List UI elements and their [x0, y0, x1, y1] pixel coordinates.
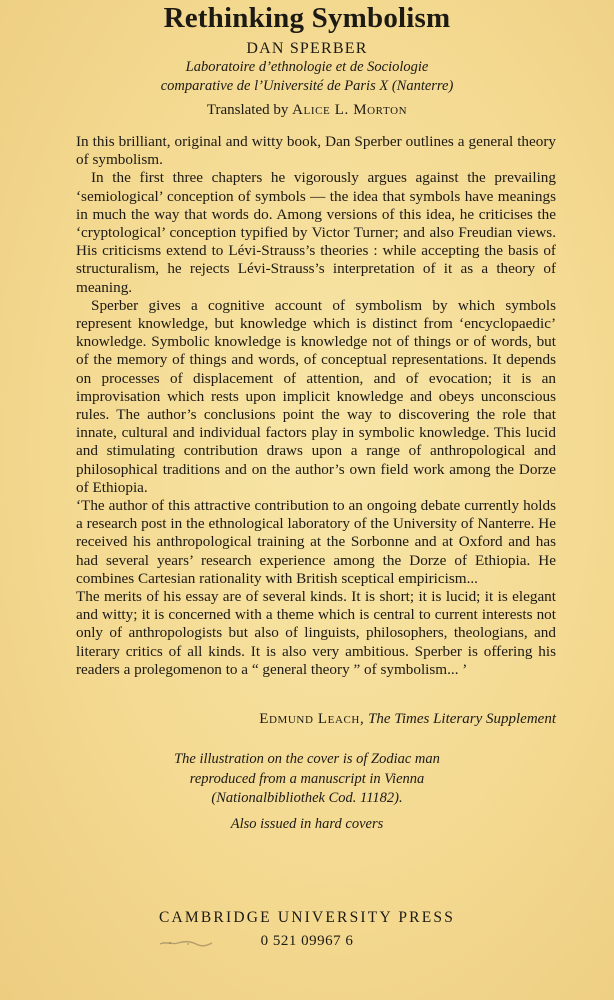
review-quote-part-2: The merits of his essay are of several kinds. It is short; it is lucid; it is elegant and witty; it is concerned with a theme which is central to current interests not only of anthropologists but also of linguists, philosophers, theologians, and literary critics of all kinds. It is also very ambitious. Sperber is offering his readers a prolegomenon to a “ general theory ” of symbolism... ’ — [76, 588, 556, 678]
illustration-note-line-2: reproduced from a manuscript in Vienna — [189, 770, 425, 787]
author-affiliation — [0, 58, 614, 96]
blurb-paragraph-3: Sperber gives a cognitive account of symbolism by which symbols represent knowledge, but knowledge which is distinct from ‘encyclopaedic’ knowledge. Symbolic knowledge is knowledge not of things or of words, but of the memory of things and words, of conceptual representations. It depends on processes of displacement of attention, and of evocation; it is an improvisation which rests upon implicit knowledge and obeys unconscious rules. The author’s conclusions point the way to discovering the role that innate, cultural and individual factors play in symbolic knowledge. This lucid and stimulating contribution draws upon a range of anthropological and philosophical traditions and on the author’s own field work among the Dorze of Ethiopia. — [76, 296, 556, 496]
publisher-name: CAMBRIDGE UNIVERSITY PRESS — [158, 909, 456, 926]
translated-by-label: Translated by — [206, 102, 289, 118]
blurb-paragraph-2: In the first three chapters he vigorously argues against the prevailing ‘semiological’ conception of symbols — the idea that symbols have meanings in much the way that words do. Among versions of this idea, he criticises the ‘cryptological’ conception typified by Victor Turner; and also Freudian views. His criticisms extend to Lévi-Strauss’s theories : while accepting the basis of structuralism, he rejects Lévi-Strauss’s interpretation of it as a theory of meaning. — [76, 169, 556, 296]
affiliation-line-2: comparative de l’Université de Paris X (Nanterre) — [160, 78, 454, 94]
illustration-note-line-3: (Nationalbibliothek Cod. 11182). — [211, 790, 403, 806]
illustration-note-line-1: The illustration on the cover is of Zodiac man — [174, 751, 440, 767]
review-quote — [76, 497, 556, 679]
author-name: DAN SPERBER — [246, 40, 368, 57]
hard-covers-note: Also issued in hard covers — [230, 816, 384, 832]
blurb-paragraph-1: In this brilliant, original and witty book, Dan Sperber outlines a general theory of symbolism. — [76, 133, 556, 169]
review-quote-part-1: ‘The author of this attractive contribution to an ongoing debate currently holds a research post in the ethnological laboratory of the University of Nanterre. He received his anthropological training at the Sorbonne and at Oxford and has had several years’ research experience among the Dorze of Ethiopia. He combines Cartesian rationality with British sceptical empiricism... — [76, 497, 556, 587]
isbn-number: 0 521 09967 6 — [260, 933, 354, 949]
translator-credit — [0, 102, 614, 119]
reviewer-name: Edmund Leach, — [259, 711, 365, 727]
book-title: Rethinking Symbolism — [163, 2, 451, 34]
illustration-note — [0, 750, 614, 809]
blurb-body — [76, 133, 556, 497]
affiliation-line-1: Laboratoire d’ethnologie et de Sociologie — [185, 59, 429, 75]
translator-name: Alice L. Morton — [292, 102, 408, 118]
review-publication: The Times Literary Supplement — [368, 711, 556, 727]
review-attribution — [76, 711, 556, 728]
